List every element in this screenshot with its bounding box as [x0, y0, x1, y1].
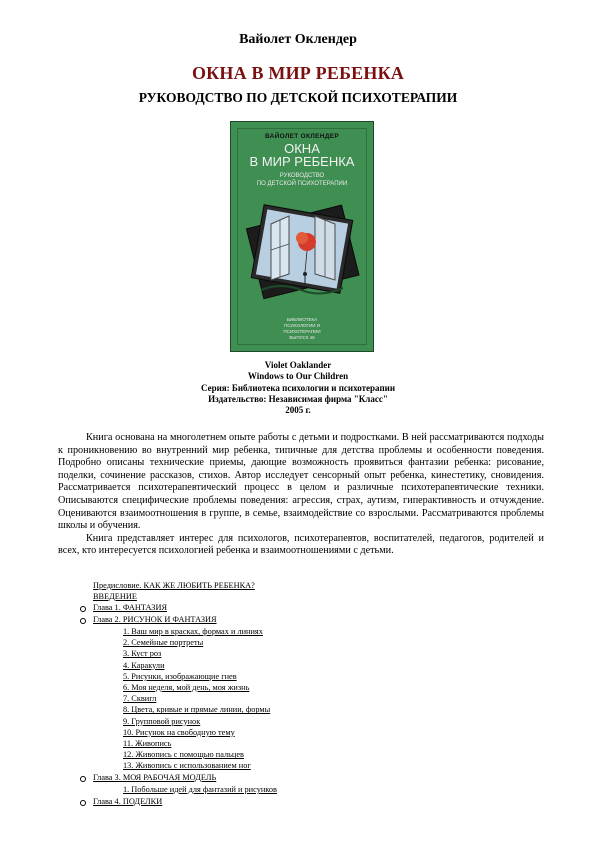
- toc-link-ch2-section-5-text[interactable]: 5. Рисунки, изображающие гнев: [123, 671, 237, 681]
- bullet-icon: [80, 606, 86, 612]
- toc-link-ch2-section-2[interactable]: [123, 637, 203, 648]
- toc-link-chapter-3-text[interactable]: Глава 3. МОЯ РАБОЧАЯ МОДЕЛЬ: [93, 773, 217, 782]
- toc-link-ch2-section-13-text[interactable]: 13. Живопись с использованием ног: [123, 761, 251, 771]
- cover-subtitle-line1: РУКОВОДСТВО: [279, 173, 325, 179]
- toc-link-ch2-section-5[interactable]: [123, 671, 237, 682]
- cover-publisher: [231, 317, 373, 341]
- bullet-icon: [80, 776, 86, 782]
- year-line: 2005 г.: [285, 405, 311, 416]
- toc-link-chapter-1[interactable]: [93, 602, 167, 613]
- toc-link-ch2-section-8-text[interactable]: 8. Цвета, кривые и прямые линии, формы: [123, 705, 271, 715]
- cover-window-illustration: [231, 194, 373, 304]
- toc-link-ch2-section-8[interactable]: [123, 704, 270, 715]
- book-cover-image: [230, 121, 374, 352]
- description-paragraph: Книга основана на многолетнем опыте работы с детьми и подростками. В ней рассматриваются подходы к проникновению во внутренний мир ребенка, типичные для детства проблемы и особенности поведения. Подробно описаны технические приемы, дающие возможность проявиться фантазии ребенка: рисование, поделки, сочинение рассказов, стихов. Автор исследует сенсорный опыт ребенка, кинестетику, сновидения. Рассматривается психотерапевтический процесс в целом и различные психотерапевтические техники. Описываются специфические проблемы поведения: агрессия, страх, аутизм, гиперактивность и отчуждение. Оцениваются взаимоотношения в группе, в семье, взаимодействие со взрослыми. Рассматриваются проблемы школы и обучения.: [58, 432, 544, 532]
- toc-link-ch2-section-2-text[interactable]: 2. Семейные портреты: [123, 638, 204, 648]
- cover-publisher-line1: БИБЛИОТЕКА: [286, 317, 318, 322]
- toc-link-chapter-2-text[interactable]: Глава 2. РИСУНОК И ФАНТАЗИЯ: [93, 615, 217, 624]
- toc-link-ch2-section-1[interactable]: [123, 626, 263, 637]
- toc-link-preface[interactable]: [93, 580, 255, 591]
- cover-publisher-line3: ПСИХОТЕРАПИИ: [283, 329, 321, 334]
- toc-link-chapter-4-text[interactable]: Глава 4. ПОДЕЛКИ: [93, 797, 163, 806]
- publisher-line: Издательство: Независимая фирма "Класс": [208, 393, 388, 404]
- toc-link-chapter-3[interactable]: [93, 772, 216, 783]
- bullet-icon: [80, 800, 86, 806]
- original-author: Violet Oaklander: [264, 360, 332, 370]
- toc-link-chapter-2[interactable]: [93, 614, 217, 625]
- toc-link-ch3-section-1-text[interactable]: 1. Побольше идей для фантазий и рисунков: [123, 785, 277, 794]
- toc-link-ch2-section-12-text[interactable]: 12. Живопись с помощью пальцев: [123, 750, 244, 760]
- original-title: Windows to Our Children: [247, 371, 349, 382]
- book-author: Вайолет Оклендер: [239, 32, 357, 47]
- toc-link-ch2-section-11-text[interactable]: 11. Живопись: [123, 739, 172, 748]
- toc-link-ch2-section-11[interactable]: [123, 738, 171, 749]
- cover-subtitle-line2: ПО ДЕТСКОЙ ПСИХОТЕРАПИИ: [256, 181, 348, 187]
- cover-title-line2: В МИР РЕБЕНКА: [249, 154, 355, 169]
- book-metadata: [0, 360, 596, 416]
- cover-publisher-line2: ПСИХОЛОГИИ И: [284, 323, 320, 328]
- toc-link-ch2-section-13[interactable]: [123, 760, 251, 771]
- cover-title-line1: ОКНА: [284, 141, 320, 156]
- toc-link-ch2-section-4[interactable]: [123, 660, 165, 671]
- cover-publisher-line4: ВЫПУСК 46: [289, 335, 315, 340]
- toc-link-ch2-section-6[interactable]: [123, 682, 249, 693]
- toc-link-introduction[interactable]: [93, 591, 137, 602]
- toc-link-ch2-section-7-text[interactable]: 7. Сквигл: [123, 694, 157, 704]
- toc-link-ch2-section-10-text[interactable]: 10. Рисунок на свободную тему: [123, 727, 235, 737]
- toc-link-chapter-4[interactable]: [93, 796, 162, 807]
- cover-subtitle: [231, 172, 373, 188]
- toc-link-ch2-section-9[interactable]: [123, 716, 200, 727]
- toc-link-ch2-section-10[interactable]: [123, 727, 235, 738]
- toc-link-ch2-section-1-text[interactable]: 1. Ваш мир в красках, формах и линиях: [123, 627, 263, 636]
- toc-link-ch2-section-6-text[interactable]: 6. Моя неделя, мой день, моя жизнь: [123, 683, 250, 692]
- toc-link-ch2-section-9-text[interactable]: 9. Групповой рисунок: [123, 716, 201, 726]
- toc-link-ch3-section-1[interactable]: [123, 784, 277, 795]
- series-line: Серия: Библиотека психологии и психотерапии: [200, 382, 395, 393]
- book-subtitle: РУКОВОДСТВО ПО ДЕТСКОЙ ПСИХОТЕРАПИИ: [138, 90, 458, 105]
- toc-link-ch2-section-3[interactable]: [123, 648, 161, 659]
- toc-link-ch2-section-3-text[interactable]: 3. Куст роз: [123, 649, 162, 659]
- toc-link-ch2-section-4-text[interactable]: 4. Каракули: [123, 660, 165, 670]
- toc-link-chapter-1-text[interactable]: Глава 1. ФАНТАЗИЯ: [93, 603, 167, 612]
- book-title: ОКНА В МИР РЕБЕНКА: [191, 63, 405, 83]
- cover-author: ВАЙОЛЕТ ОКЛЕНДЕР: [264, 133, 340, 140]
- toc-link-preface-text[interactable]: Предисловие. КАК ЖЕ ЛЮБИТЬ РЕБЕНКА?: [93, 581, 255, 590]
- description-paragraph: Книга представляет интерес для психологов, психотерапевтов, воспитателей, педагогов, родителей и всех, кто интересуется психологией ребенка и взаимоотношениями с детьми.: [58, 532, 544, 557]
- toc-link-ch2-section-12[interactable]: [123, 749, 244, 760]
- book-description: [58, 432, 544, 558]
- toc-link-ch2-section-7[interactable]: [123, 693, 156, 704]
- bullet-icon: [80, 618, 86, 624]
- toc-link-introduction-text[interactable]: ВВЕДЕНИЕ: [93, 592, 137, 601]
